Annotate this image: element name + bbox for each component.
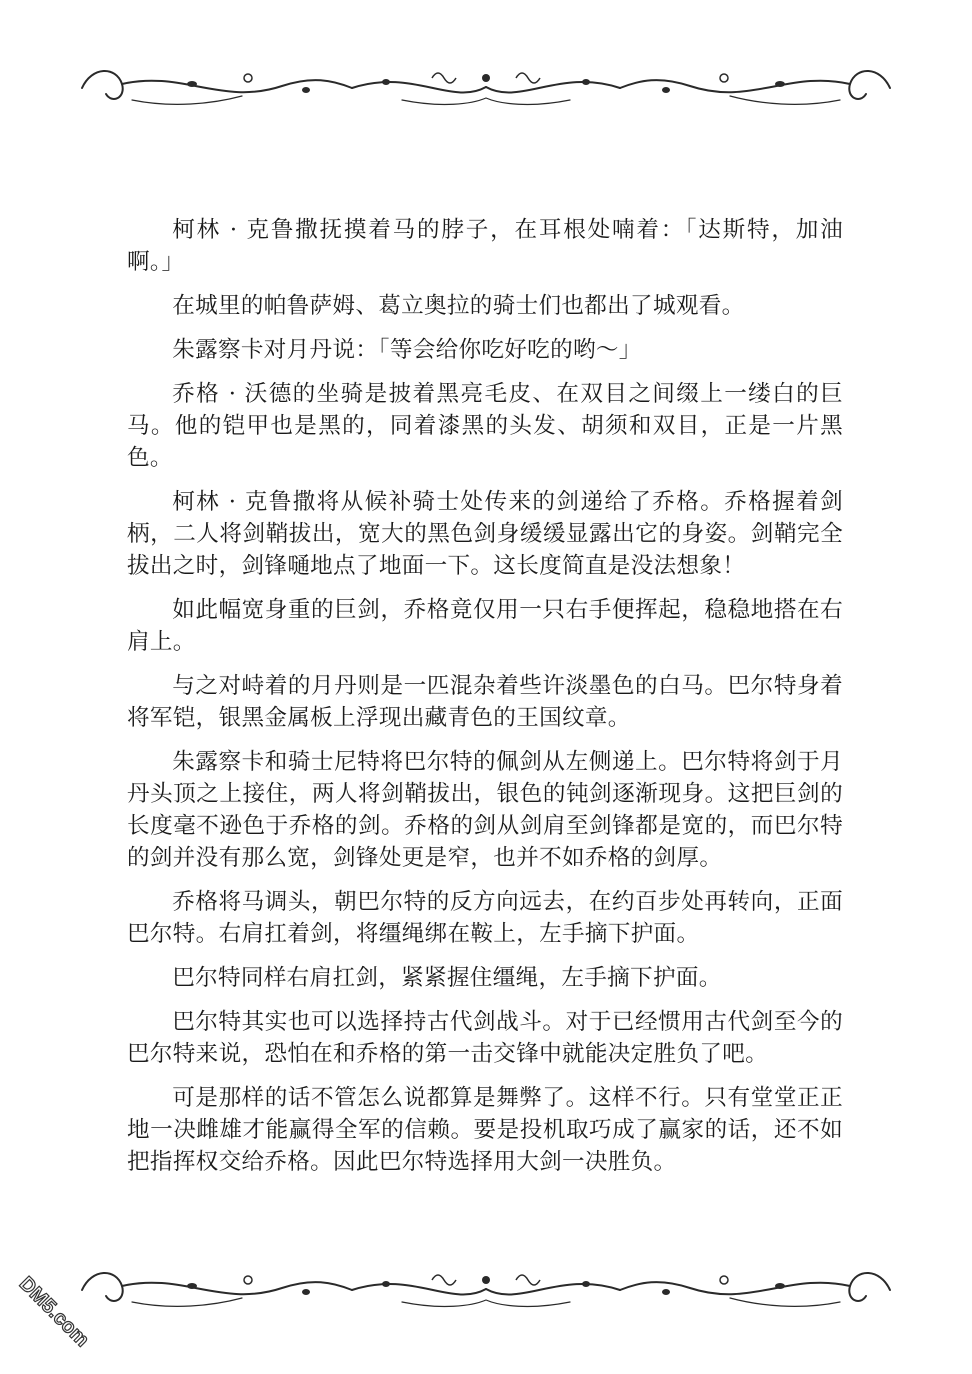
paragraph: 巴尔特同样右肩扛剑，紧紧握住缰绳，左手摘下护面。 xyxy=(172,965,722,991)
paragraph: 柯林 · 克鲁撒将从候补骑士处传来的剑递给了乔格。乔格握着剑柄，二人将剑鞘拔出，宽大的黑色剑身缓缓显露出它的身姿。剑鞘完全拔出之时，剑锋嗵地点了地面一下。这长度简直是没法想象！ xyxy=(127,489,843,579)
body-text xyxy=(127,214,843,1190)
watermark-text: DM5.com xyxy=(14,1272,94,1352)
paragraph: 在城里的帕鲁萨姆、葛立奥拉的骑士们也都出了城观看。 xyxy=(172,293,745,319)
paragraph: 巴尔特其实也可以选择持古代剑战斗。对于已经惯用古代剑至今的巴尔特来说，恐怕在和乔格的第一击交锋中就能决定胜负了吧。 xyxy=(127,1009,843,1067)
paragraph: 与之对峙着的月丹则是一匹混杂着些许淡墨色的白马。巴尔特身着将军铠，银黑金属板上浮现出藏青色的王国纹章。 xyxy=(127,673,843,731)
paragraph: 乔格将马调头，朝巴尔特的反方向远去，在约百步处再转向，正面巴尔特。右肩扛着剑，将缰绳绑在鞍上，左手摘下护面。 xyxy=(127,889,843,947)
paragraph: 朱露察卡和骑士尼特将巴尔特的佩剑从左侧递上。巴尔特将剑于月丹头顶之上接住，两人将剑鞘拔出，银色的钝剑逐渐现身。这把巨剑的长度毫不逊色于乔格的剑。乔格的剑从剑肩至剑锋都是宽的，而巴尔特的剑并没有那么宽，剑锋处更是窄，也并不如乔格的剑厚。 xyxy=(127,749,843,871)
top-ornament-border xyxy=(72,60,900,114)
bottom-ornament-border xyxy=(72,1262,900,1316)
paragraph: 柯林 · 克鲁撒抚摸着马的脖子，在耳根处喃着：「达斯特，加油啊。」 xyxy=(127,217,843,275)
paragraph: 朱露察卡对月丹说：「等会给你吃好吃的哟～」 xyxy=(172,337,642,363)
paragraph: 乔格 · 沃德的坐骑是披着黑亮毛皮、在双目之间缀上一缕白的巨马。他的铠甲也是黑的，同着漆黑的头发、胡须和双目，正是一片黑色。 xyxy=(127,381,843,471)
paragraph: 如此幅宽身重的巨剑，乔格竟仅用一只右手便挥起，稳稳地搭在右肩上。 xyxy=(127,597,843,655)
paragraph: 可是那样的话不管怎么说都算是舞弊了。这样不行。只有堂堂正正地一决雌雄才能赢得全军的信赖。要是投机取巧成了赢家的话，还不如把指挥权交给乔格。因此巴尔特选择用大剑一决胜负。 xyxy=(127,1085,843,1175)
dm5-watermark-logo xyxy=(4,1262,104,1362)
